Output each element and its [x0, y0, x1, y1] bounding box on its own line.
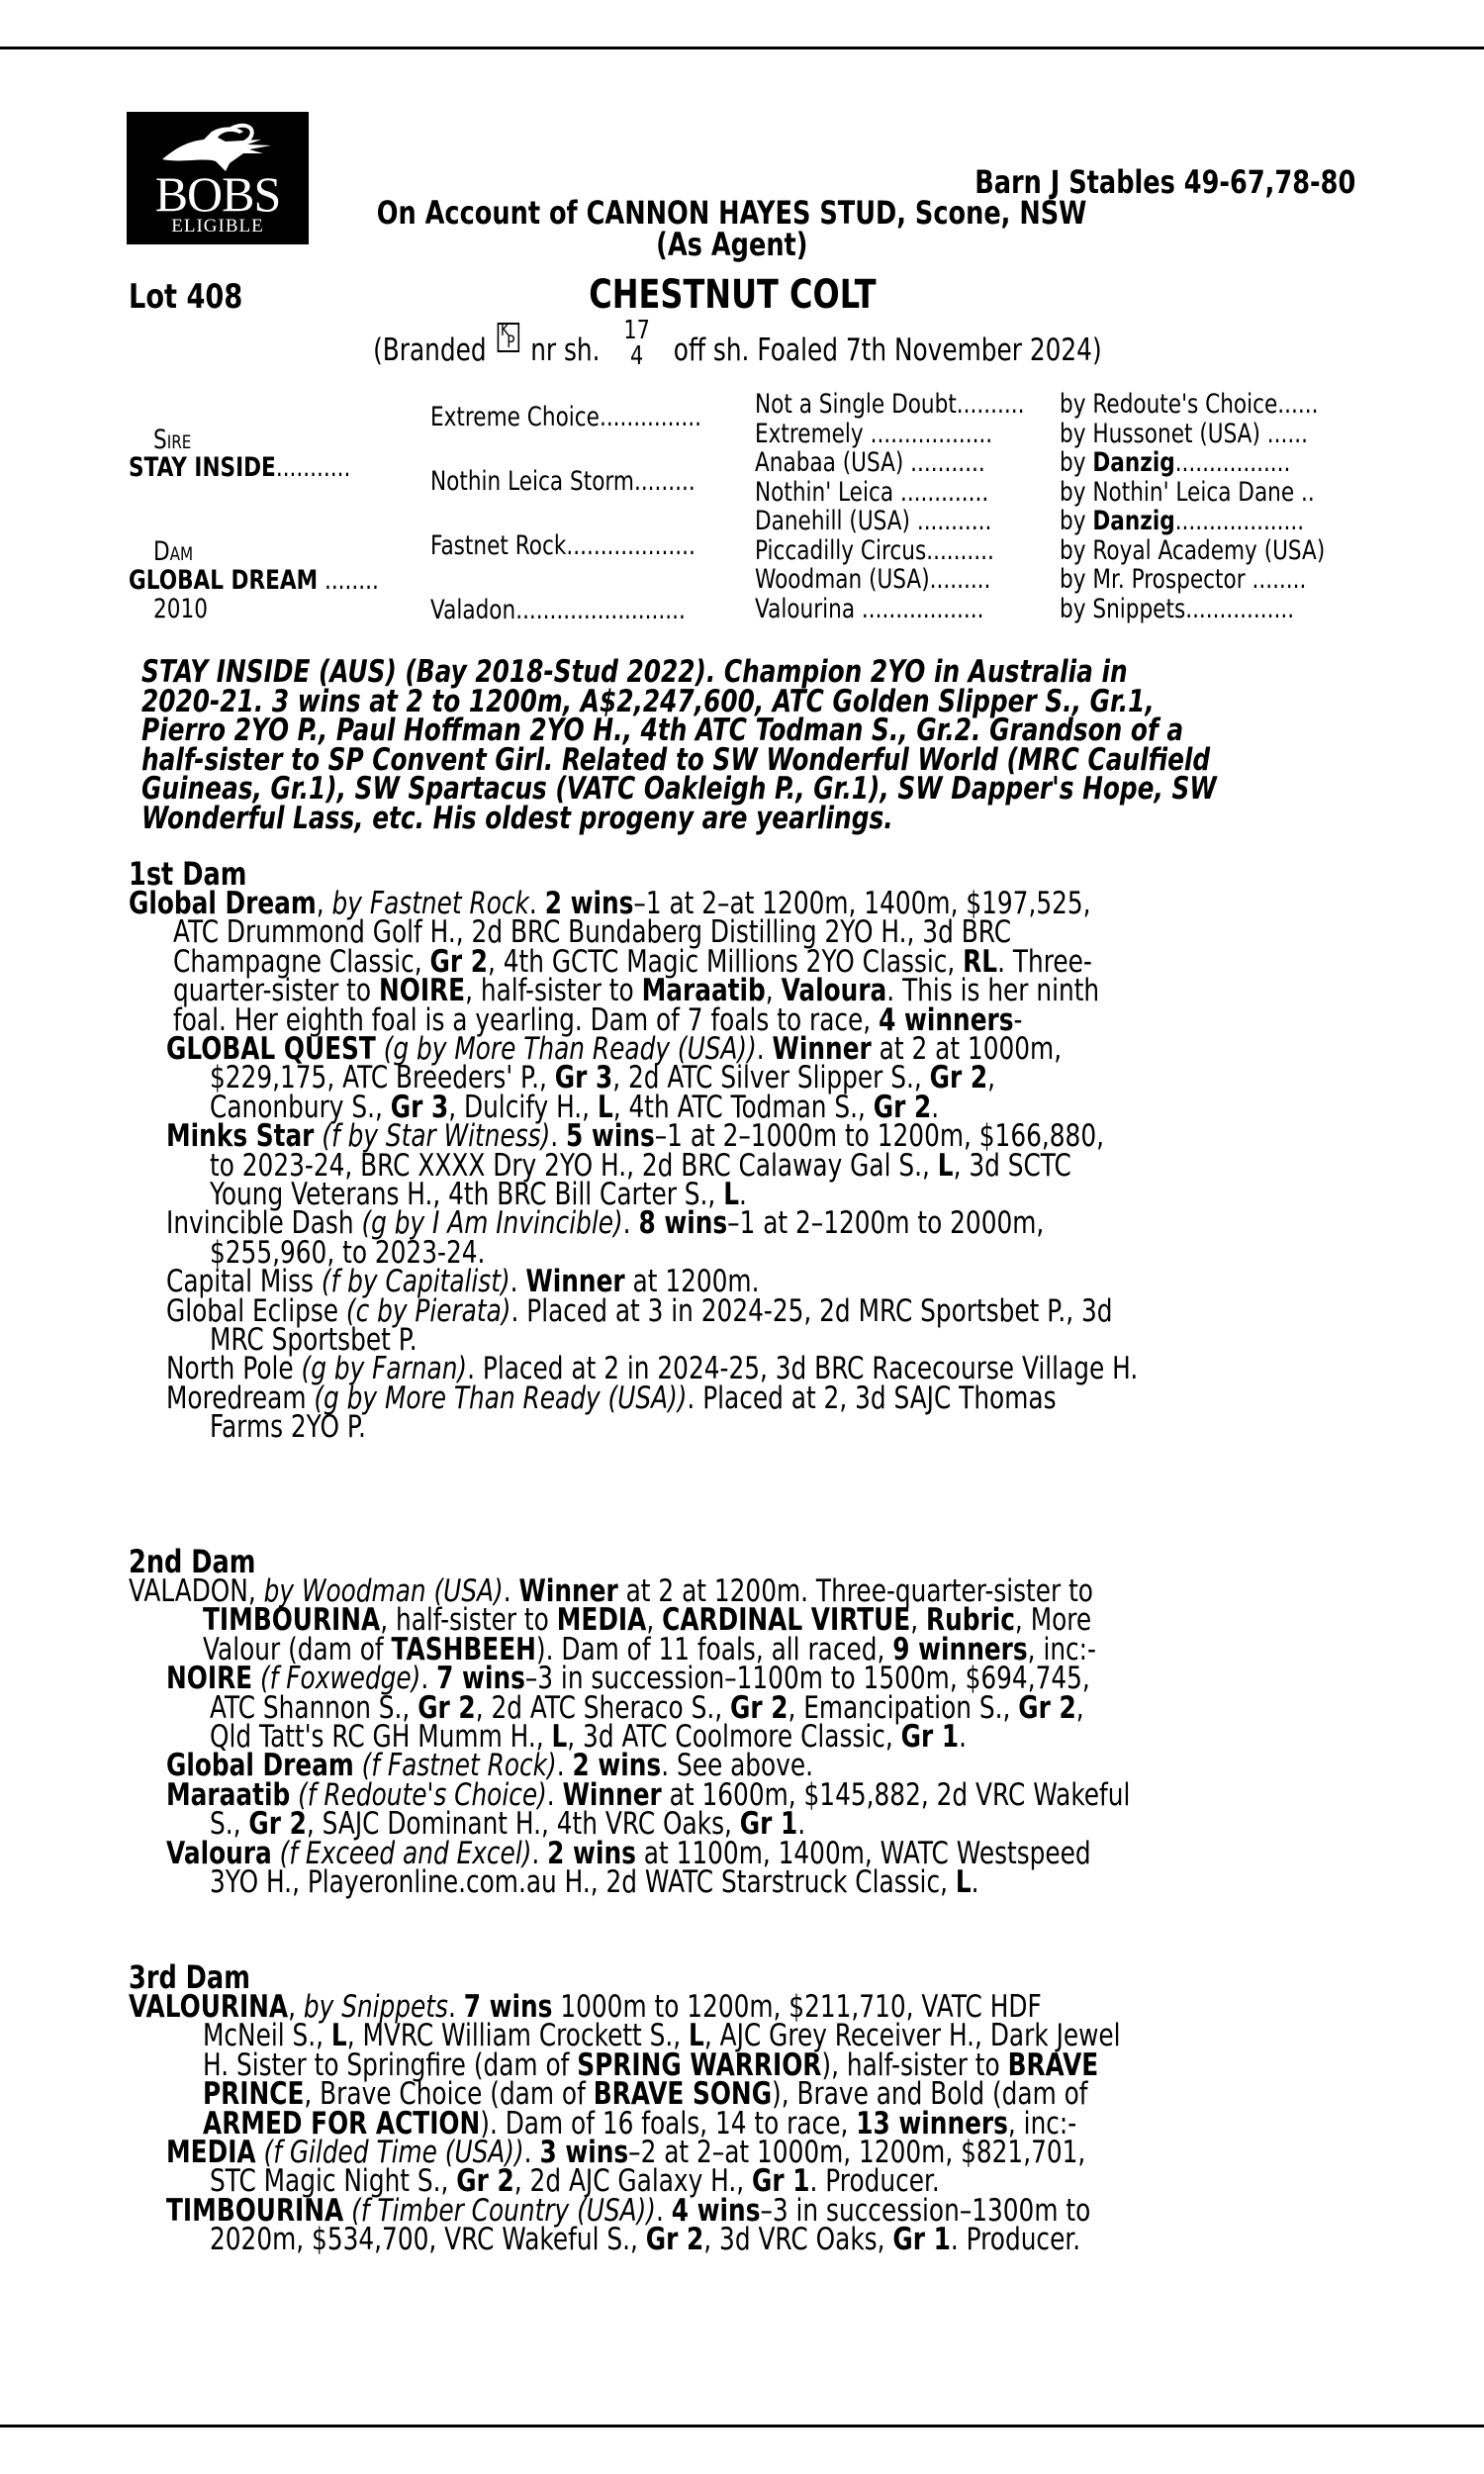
third-dam-line: 2020m, $534,700, VRC Wakeful S., Gr 2, 3d VRC Oaks, Gr 1. Producer. — [210, 2222, 1081, 2258]
third-dam-line: H. Sister to Springfire (dam of SPRING WARRIOR), half-sister to BRAVE — [203, 2046, 1099, 2083]
first-dam-line: Canonbury S., Gr 3, Dulcify H., L, 4th ATC Todman S., Gr 2. — [210, 1089, 940, 1125]
second-dam-heading: 2nd Dam — [129, 1543, 256, 1580]
sire-dam: Nothin Leica Storm......... — [430, 466, 696, 497]
first-dam-line: GLOBAL QUEST (g by More Than Ready (USA)). Winner at 2 at 1000m, — [166, 1031, 1063, 1067]
as-agent: (As Agent) — [656, 226, 808, 263]
second-dam-line: TIMBOURINA, half-sister to MEDIA, CARDINAL VIRTUE, Rubric, More — [203, 1602, 1092, 1639]
third-dam-line: PRINCE, Brave Choice (dam of BRAVE SONG), Brave and Bold (dam of — [203, 2076, 1088, 2113]
second-dam-line: NOIRE (f Foxwedge). 7 wins–3 in succession–1100m to 1500m, $694,745, — [166, 1661, 1090, 1697]
sire-sire: Extreme Choice............... — [430, 402, 701, 432]
pedigree-gen3-horse: Not a Single Doubt.......... — [755, 389, 1025, 420]
third-dam-line: VALOURINA, by Snippets. 7 wins 1000m to 1200m, $211,710, VATC HDF — [129, 1989, 1042, 2025]
pedigree-gen3-sire: by Danzig................... — [1060, 506, 1305, 536]
second-dam-line: Valour (dam of TASHBEEH). Dam of 11 foals, all raced, 9 winners, inc:- — [203, 1631, 1096, 1667]
third-dam-line: STC Magic Night S., Gr 2, 2d AJC Galaxy H., Gr 1. Producer. — [210, 2163, 940, 2200]
second-dam-line: Maraatib (f Redoute's Choice). Winner at 1600m, $145,882, 2d VRC Wakeful — [166, 1776, 1131, 1813]
pedigree-gen3-horse: Danehill (USA) ........... — [755, 506, 992, 536]
first-dam-line: to 2023-24, BRC XXXX Dry 2YO H., 2d BRC Calaway Gal S., L, 3d SCTC — [210, 1147, 1071, 1184]
bottom-rule — [0, 2425, 1484, 2427]
pedigree-gen3-sire: by Royal Academy (USA) — [1060, 534, 1326, 566]
first-dam-line: Young Veterans H., 4th BRC Bill Carter S., L. — [210, 1177, 747, 1212]
first-dam-line: North Pole (g by Farnan). Placed at 2 in 2024-25, 3d BRC Racecourse Village H. — [166, 1351, 1139, 1387]
brand-info: (Branded K P nr sh. 17 4 off sh. Foaled 7th November 2024) — [372, 315, 1102, 371]
first-dam-line: $229,175, ATC Breeders' P., Gr 3, 2d ATC Silver Slipper S., Gr 2, — [210, 1060, 996, 1096]
lot-number: Lot 408 — [129, 277, 243, 317]
pedigree-gen3-sire: by Nothin' Leica Dane .. — [1060, 476, 1315, 508]
pedigree-gen3-horse: Anabaa (USA) ........... — [755, 447, 985, 478]
pedigree-gen3-sire: by Mr. Prospector ........ — [1060, 564, 1307, 595]
pedigree-gen3-sire: by Hussonet (USA) ...... — [1060, 418, 1308, 449]
first-dam-line: foal. Her eighth foal is a yearling. Dam of 7 foals to race, 4 winners- — [173, 1001, 1023, 1038]
third-dam-line: McNeil S., L, MVRC William Crockett S., L, AJC Grey Receiver H., Dark Jewel — [203, 2018, 1121, 2054]
dam-foaled-year: 2010 — [153, 594, 208, 624]
pedigree-gen3-horse: Nothin' Leica ............. — [755, 476, 989, 508]
dam-label: Dam — [153, 536, 194, 567]
third-dam-line: TIMBOURINA (f Timber Country (USA)). 4 wins–3 in succession–1300m to — [166, 2192, 1091, 2229]
pedigree-gen3-horse: Extremely .................. — [755, 418, 993, 449]
first-dam-line: Capital Miss (f by Capitalist). Winner at 1200m. — [166, 1264, 760, 1300]
brand-mark-icon: K P — [497, 323, 518, 352]
lot-title: CHESTNUT COLT — [588, 272, 877, 318]
first-dam-line: quarter-sister to NOIRE, half-sister to Maraatib, Valoura. This is her ninth — [173, 973, 1100, 1009]
sire-summary-line: half-sister to SP Convent Girl. Related to SW Wonderful World (MRC Caulfield — [141, 741, 1211, 778]
first-dam-line: Global Eclipse (c by Pierata). Placed at 3 in 2024-25, 2d MRC Sportsbet P., 3d — [166, 1292, 1113, 1329]
logo-eligible-text: ELIGIBLE — [171, 216, 264, 237]
sire-summary-line: Pierro 2YO P., Paul Hoffman 2YO H., 4th ATC Todman S., Gr.2. Grandson of a — [141, 713, 1184, 749]
second-dam-line: Qld Tatt's RC GH Mumm H., L, 3d ATC Coolmore Classic, Gr 1. — [210, 1719, 967, 1755]
first-dam-line: $255,960, to 2023-24. — [210, 1234, 486, 1271]
second-dam-line: 3YO H., Playeronline.com.au H., 2d WATC Starstruck Classic, L. — [210, 1864, 979, 1900]
top-rule — [0, 47, 1484, 49]
barn-location: Barn J Stables 49-67,78-80 — [974, 163, 1355, 201]
pedigree-gen3-horse: Woodman (USA)......... — [755, 564, 991, 595]
third-dam-line: MEDIA (f Gilded Time (USA)). 3 wins–2 at 2–at 1000m, 1200m, $821,701, — [166, 2135, 1086, 2170]
first-dam-line: Invincible Dash (g by I Am Invincible). 8 wins–1 at 2–1200m to 2000m, — [166, 1205, 1045, 1242]
second-dam-line: VALADON, by Woodman (USA). Winner at 2 at 1200m. Three-quarter-sister to — [129, 1573, 1093, 1609]
brand-number: 17 4 — [623, 315, 650, 371]
second-dam-line: Valoura (f Exceed and Excel). 2 wins at 1100m, 1400m, WATC Westspeed — [166, 1835, 1091, 1871]
first-dam-heading: 1st Dam — [129, 855, 247, 893]
sire-summary-line: Wonderful Lass, etc. His oldest progeny are yearlings. — [141, 801, 893, 836]
first-dam-line: MRC Sportsbet P. — [210, 1322, 417, 1358]
dam-dam: Valadon......................... — [430, 595, 686, 625]
sire-summary-line: 2020-21. 3 wins at 2 to 1200m, A$2,247,600, ATC Golden Slipper S., Gr.1, — [141, 683, 1155, 719]
second-dam-line: ATC Shannon S., Gr 2, 2d ATC Sheraco S., Gr 2, Emancipation S., Gr 2, — [210, 1689, 1084, 1726]
third-dam-line: ARMED FOR ACTION). Dam of 16 foals, 14 to race, 13 winners, inc:- — [203, 2105, 1077, 2141]
third-dam-heading: 3rd Dam — [129, 1958, 250, 1996]
first-dam-line: Moredream (g by More Than Ready (USA)). Placed at 2, 3d SAJC Thomas — [166, 1380, 1057, 1416]
first-dam-line: ATC Drummond Golf H., 2d BRC Bundaberg Distilling 2YO H., 3d BRC — [173, 914, 1012, 951]
sire-label: Sire — [153, 425, 192, 455]
sire-summary-line: STAY INSIDE (AUS) (Bay 2018-Stud 2022). Champion 2YO in Australia in — [141, 654, 1128, 690]
first-dam-line: Global Dream, by Fastnet Rock. 2 wins–1 at 2–at 1200m, 1400m, $197,525, — [129, 886, 1091, 921]
second-dam-line: Global Dream (f Fastnet Rock). 2 wins. See above. — [166, 1748, 814, 1784]
second-dam-line: S., Gr 2, SAJC Dominant H., 4th VRC Oaks, Gr 1. — [210, 1806, 806, 1843]
first-dam-line: Farms 2YO P. — [210, 1409, 366, 1446]
first-dam-line: Minks Star (f by Star Witness). 5 wins–1 at 2–1000m to 1200m, $166,880, — [166, 1118, 1104, 1155]
sire-summary-line: Guineas, Gr.1), SW Spartacus (VATC Oakleigh P., Gr.1), SW Dapper's Hope, SW — [141, 771, 1217, 808]
logo-bobs-text: BOBS — [154, 166, 281, 222]
pedigree-gen3-sire: by Redoute's Choice...... — [1060, 389, 1319, 420]
first-dam-line: Champagne Classic, Gr 2, 4th GCTC Magic Millions 2YO Classic, RL. Three- — [173, 943, 1092, 980]
vendor-account: On Account of CANNON HAYES STUD, Scone, NSW — [377, 194, 1087, 232]
pedigree-gen3-sire: by Snippets................ — [1060, 593, 1295, 624]
pedigree-gen3-horse: Valourina .................. — [755, 593, 984, 624]
pedigree-gen3-sire: by Danzig................. — [1060, 447, 1291, 478]
sire-name: STAY INSIDE........... — [129, 452, 351, 483]
dam-sire: Fastnet Rock................... — [430, 530, 696, 561]
dam-name: GLOBAL DREAM ........ — [129, 565, 379, 596]
pedigree-gen3-horse: Piccadilly Circus.......... — [755, 534, 994, 566]
